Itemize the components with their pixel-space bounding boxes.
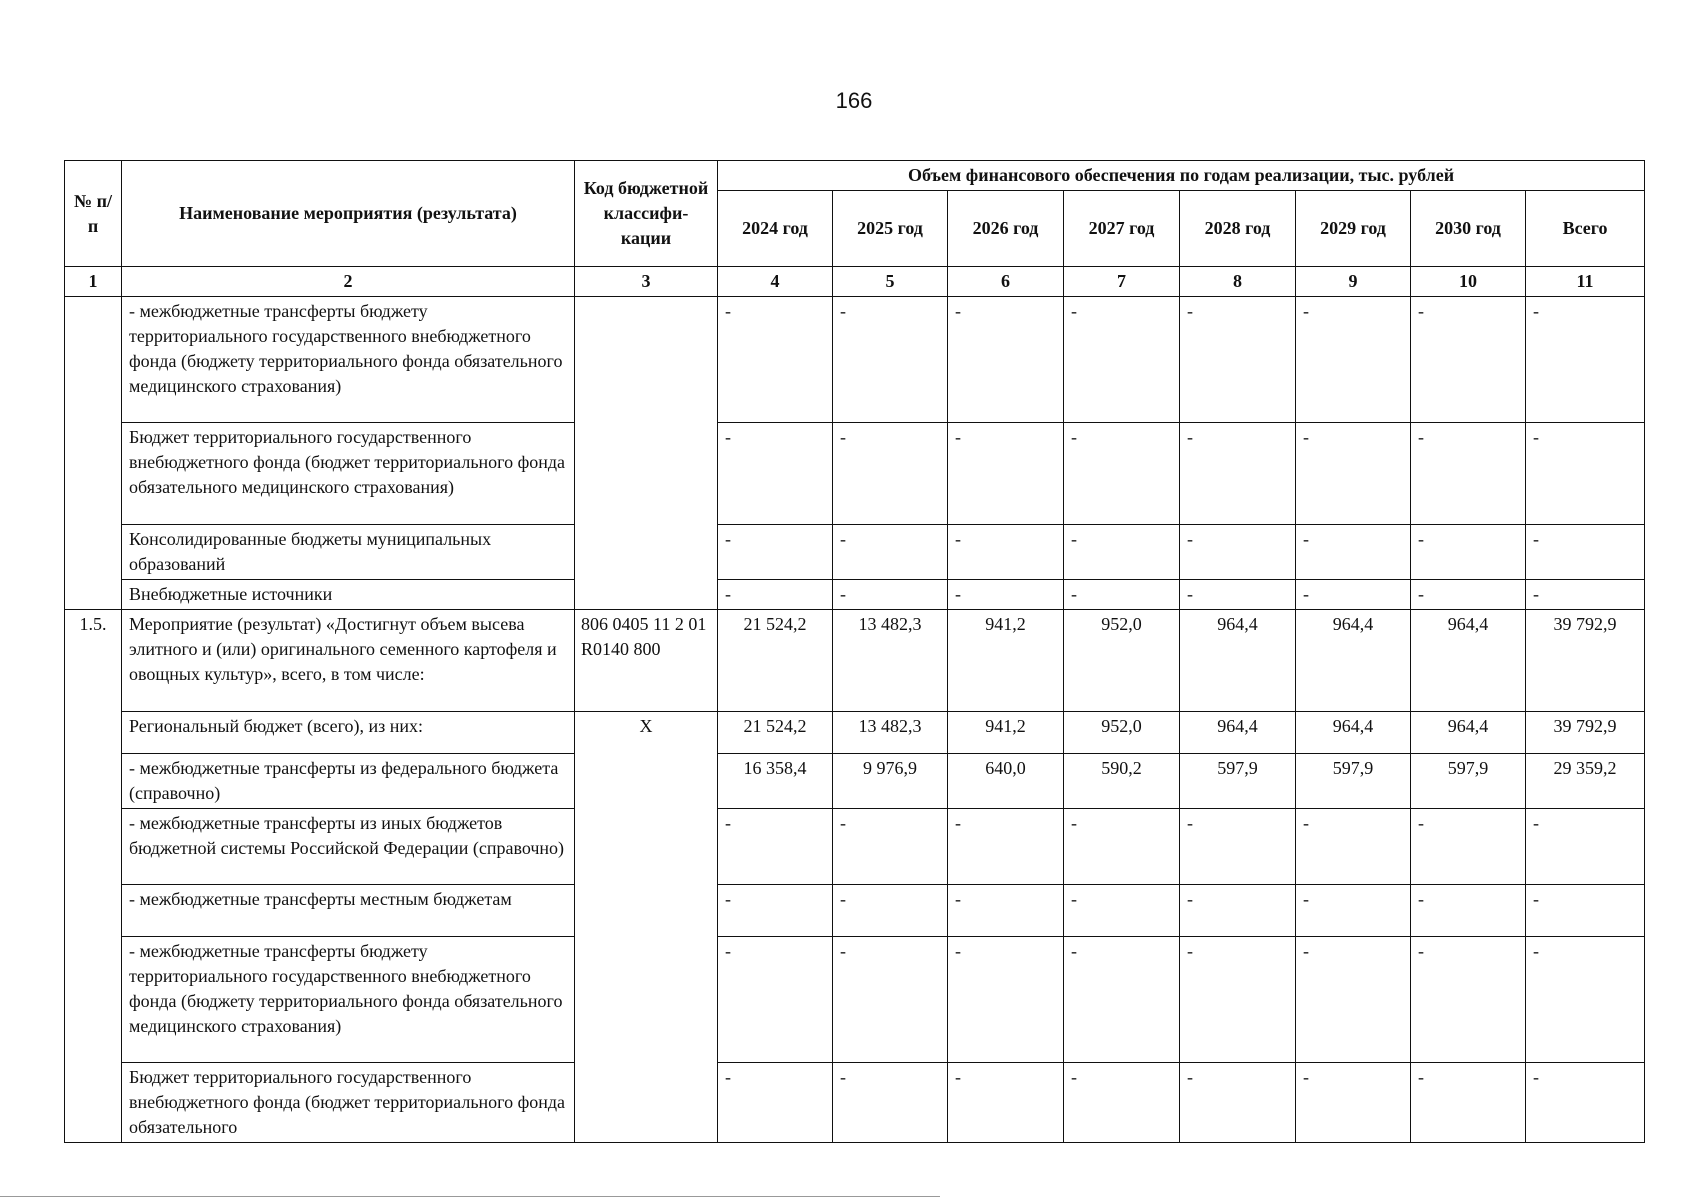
row-name: - межбюджетные трансферты бюджету территориального государственного внебюджетного фонда (бюджету территориального фонда обязательного медицинского страхования) (122, 937, 575, 1063)
table-row (65, 754, 1645, 809)
cell-value: 597,9 (1180, 754, 1296, 809)
cell-value: 964,4 (1180, 712, 1296, 754)
cell-value: 13 482,3 (833, 610, 948, 712)
cell-value: - (1411, 580, 1526, 610)
cell-value: 597,9 (1296, 754, 1411, 809)
page-number: 166 (835, 88, 873, 113)
cell-value: 941,2 (948, 712, 1064, 754)
column-number: 2 (122, 267, 575, 297)
cell-value: 29 359,2 (1526, 754, 1645, 809)
header-total: Всего (1526, 191, 1645, 267)
cell-value: 964,4 (1411, 712, 1526, 754)
column-number: 9 (1296, 267, 1411, 297)
cell-value: 952,0 (1064, 712, 1180, 754)
cell-value: - (948, 809, 1064, 885)
cell-value: 16 358,4 (718, 754, 833, 809)
table-row (65, 937, 1645, 1063)
cell-value: - (1180, 937, 1296, 1063)
cell-value: - (833, 1063, 948, 1143)
cell-value: - (1296, 297, 1411, 423)
header-year: 2024 год (718, 191, 833, 267)
cell-value: 39 792,9 (1526, 712, 1645, 754)
header-year: 2025 год (833, 191, 948, 267)
cell-value: - (1064, 937, 1180, 1063)
header-year: 2027 год (1064, 191, 1180, 267)
cell-value: - (833, 580, 948, 610)
column-number: 10 (1411, 267, 1526, 297)
row-number (65, 297, 122, 610)
table-row (65, 809, 1645, 885)
cell-value: - (1526, 885, 1645, 937)
cell-value: - (1411, 423, 1526, 525)
row-name: Внебюджетные источники (122, 580, 575, 610)
cell-value: - (1064, 297, 1180, 423)
cell-value: - (1296, 423, 1411, 525)
cell-value: - (718, 423, 833, 525)
header-year: 2028 год (1180, 191, 1296, 267)
cell-value: 964,4 (1296, 712, 1411, 754)
column-number: 7 (1064, 267, 1180, 297)
cell-value: - (1411, 1063, 1526, 1143)
row-name: - межбюджетные трансферты из иных бюджетов бюджетной системы Российской Федерации (справочно) (122, 809, 575, 885)
cell-value: - (1180, 885, 1296, 937)
row-name: Мероприятие (результат) «Достигнут объем высева элитного и (или) оригинального семенного картофеля и овощных культур», всего, в том числе: (122, 610, 575, 712)
cell-value: - (833, 297, 948, 423)
cell-value: - (718, 809, 833, 885)
header-year: 2029 год (1296, 191, 1411, 267)
row-name: Консолидированные бюджеты муниципальных образований (122, 525, 575, 580)
header-name: Наименование мероприятия (результата) (122, 161, 575, 267)
cell-value: 964,4 (1411, 610, 1526, 712)
cell-value: - (1064, 809, 1180, 885)
cell-value: - (718, 580, 833, 610)
cell-value: - (1296, 937, 1411, 1063)
cell-value: - (1180, 809, 1296, 885)
table-row (65, 423, 1645, 525)
cell-value: - (1296, 1063, 1411, 1143)
cell-value: 21 524,2 (718, 610, 833, 712)
cell-value: - (1296, 580, 1411, 610)
column-number: 8 (1180, 267, 1296, 297)
cell-value: - (1526, 1063, 1645, 1143)
row-name: Региональный бюджет (всего), из них: (122, 712, 575, 754)
cell-value: - (833, 885, 948, 937)
cell-value: - (1064, 580, 1180, 610)
column-number: 5 (833, 267, 948, 297)
header-code: Код бюджетной классифи-кации (575, 161, 718, 267)
cell-value: - (1296, 885, 1411, 937)
cell-value: - (833, 423, 948, 525)
cell-value: - (948, 937, 1064, 1063)
cell-value: - (1526, 809, 1645, 885)
cell-value: - (948, 1063, 1064, 1143)
scan-edge-line (0, 1196, 940, 1197)
cell-value: - (833, 937, 948, 1063)
table-row (65, 1063, 1645, 1143)
cell-value: - (948, 525, 1064, 580)
table-row (65, 610, 1645, 712)
cell-value: 13 482,3 (833, 712, 948, 754)
cell-value: - (833, 809, 948, 885)
cell-value: 952,0 (1064, 610, 1180, 712)
table-row (65, 525, 1645, 580)
row-code: 806 0405 11 2 01 R0140 800 (575, 610, 718, 712)
cell-value: - (718, 1063, 833, 1143)
column-number: 3 (575, 267, 718, 297)
cell-value: 964,4 (1180, 610, 1296, 712)
table-row (65, 297, 1645, 423)
cell-value: - (1064, 423, 1180, 525)
cell-value: 597,9 (1411, 754, 1526, 809)
row-number: 1.5. (65, 610, 122, 1143)
table-row (65, 885, 1645, 937)
financing-table (64, 160, 1645, 1143)
row-name: - межбюджетные трансферты из федерального бюджета (справочно) (122, 754, 575, 809)
cell-value: 9 976,9 (833, 754, 948, 809)
cell-value: - (1411, 297, 1526, 423)
cell-value: - (1180, 580, 1296, 610)
cell-value: - (1526, 297, 1645, 423)
row-name: Бюджет территориального государственного внебюджетного фонда (бюджет территориального фонда обязательного медицинского страхования) (122, 423, 575, 525)
cell-value: - (1296, 809, 1411, 885)
cell-value: - (1526, 580, 1645, 610)
cell-value: - (948, 580, 1064, 610)
header-volume: Объем финансового обеспечения по годам реализации, тыс. рублей (718, 161, 1645, 191)
header-number: № п/п (65, 161, 122, 267)
cell-value: - (1526, 525, 1645, 580)
row-code: X (575, 712, 718, 1143)
column-number: 1 (65, 267, 122, 297)
table-row (65, 580, 1645, 610)
cell-value: - (1411, 809, 1526, 885)
cell-value: 39 792,9 (1526, 610, 1645, 712)
header-year: 2030 год (1411, 191, 1526, 267)
row-name: Бюджет территориального государственного внебюджетного фонда (бюджет территориального фонда обязательного (122, 1063, 575, 1143)
cell-value: - (1526, 423, 1645, 525)
cell-value: 21 524,2 (718, 712, 833, 754)
cell-value: - (1064, 1063, 1180, 1143)
cell-value: - (1180, 423, 1296, 525)
cell-value: - (948, 423, 1064, 525)
cell-value: - (718, 885, 833, 937)
cell-value: - (948, 297, 1064, 423)
cell-value: 941,2 (948, 610, 1064, 712)
cell-value: 964,4 (1296, 610, 1411, 712)
cell-value: - (1180, 1063, 1296, 1143)
cell-value: - (1526, 937, 1645, 1063)
header-year: 2026 год (948, 191, 1064, 267)
cell-value: - (1064, 525, 1180, 580)
cell-value: - (1411, 885, 1526, 937)
row-name: - межбюджетные трансферты местным бюджетам (122, 885, 575, 937)
cell-value: - (1296, 525, 1411, 580)
cell-value: - (718, 525, 833, 580)
column-number: 4 (718, 267, 833, 297)
cell-value: - (1411, 525, 1526, 580)
row-code (575, 297, 718, 610)
cell-value: 590,2 (1064, 754, 1180, 809)
cell-value: - (833, 525, 948, 580)
cell-value: - (1064, 885, 1180, 937)
column-number: 6 (948, 267, 1064, 297)
cell-value: - (718, 937, 833, 1063)
row-name: - межбюджетные трансферты бюджету территориального государственного внебюджетного фонда (бюджету территориального фонда обязательного медицинского страхования) (122, 297, 575, 423)
cell-value: - (1180, 297, 1296, 423)
cell-value: 640,0 (948, 754, 1064, 809)
table-row (65, 712, 1645, 754)
cell-value: - (718, 297, 833, 423)
cell-value: - (1411, 937, 1526, 1063)
cell-value: - (1180, 525, 1296, 580)
column-number: 11 (1526, 267, 1645, 297)
cell-value: - (948, 885, 1064, 937)
